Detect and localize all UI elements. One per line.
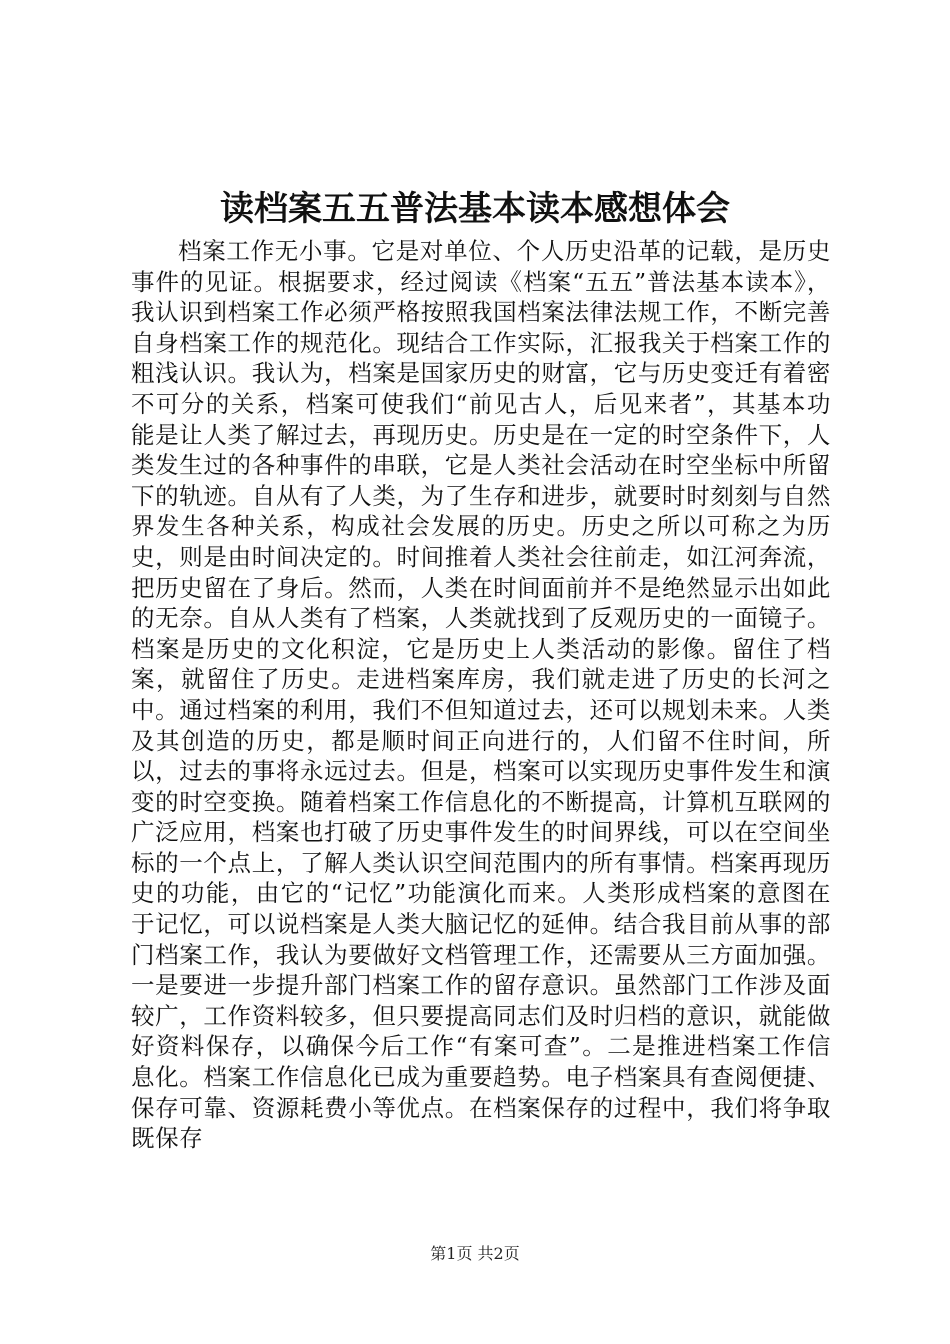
body-paragraph: 档案工作无小事。它是对单位、个人历史沿革的记载，是历史事件的见证。根据要求，经过阅读《档案“五五”普法基本读本》，我认识到档案工作必须严格按照我国档案法律法规工作，不断完善自身档案工作的规范化。现结合工作实际，汇报我关于档案工作的粗浅认识。我认为，档案是国家历史的财富，它与历史变迁有着密不可分的关系，档案可使我们“前见古人，后见来者”，其基本功能是让人类了解过去，再现历史。历史是在一定的时空条件下，人类发生过的各种事件的串联，它是人类社会活动在时空坐标中所留下的轨迹。自从有了人类，为了生存和进步，就要时时刻刻与自然界发生各种关系，构成社会发展的历史。历史之所以可称之为历史，则是由时间决定的。时间推着人类社会往前走，如江河奔流，把历史留在了身后。然而，人类在时间面前并不是绝然显示出如此的无奈。自从人类有了档案，人类就找到了反观历史的一面镜子。档案是历史的文化积淀，它是历史上人类活动的影像。留住了档案，就留住了历史。走进档案库房，我们就走进了历史的长河之中。通过档案的利用，我们不但知道过去，还可以规划未来。人类及其创造的历史，都是顺时间正向进行的，人们留不住时间，所以，过去的事将永远过去。但是，档案可以实现历史事件发生和演变的时空变换。随着档案工作信息化的不断提高，计算机互联网的广泛应用，档案也打破了历史事件发生的时间界线，可以在空间坐标的一个点上，了解人类认识空间范围内的所有事情。档案再现历史的功能，由它的“记忆”功能演化而来。人类形成档案的意图在于记忆，可以说档案是人类大脑记忆的延伸。结合我目前从事的部门档案工作，我认为要做好文档管理工作，还需要从三方面加强。一是要进一步提升部门档案工作的留存意识。虽然部门工作涉及面较广，工作资料较多，但只要提高同志们及时归档的意识，就能做好资料保存，以确保今后工作“有案可查”。二是推进档案工作信息化。档案工作信息化已成为重要趋势。电子档案具有查阅便捷、保存可靠、资源耗费小等优点。在档案保存的过程中，我们将争取既保存 xyxy=(131,237,831,1153)
document-title: 读档案五五普法基本读本感想体会 xyxy=(220,189,730,229)
page-number-footer: 第1页 共2页 xyxy=(430,1244,520,1263)
